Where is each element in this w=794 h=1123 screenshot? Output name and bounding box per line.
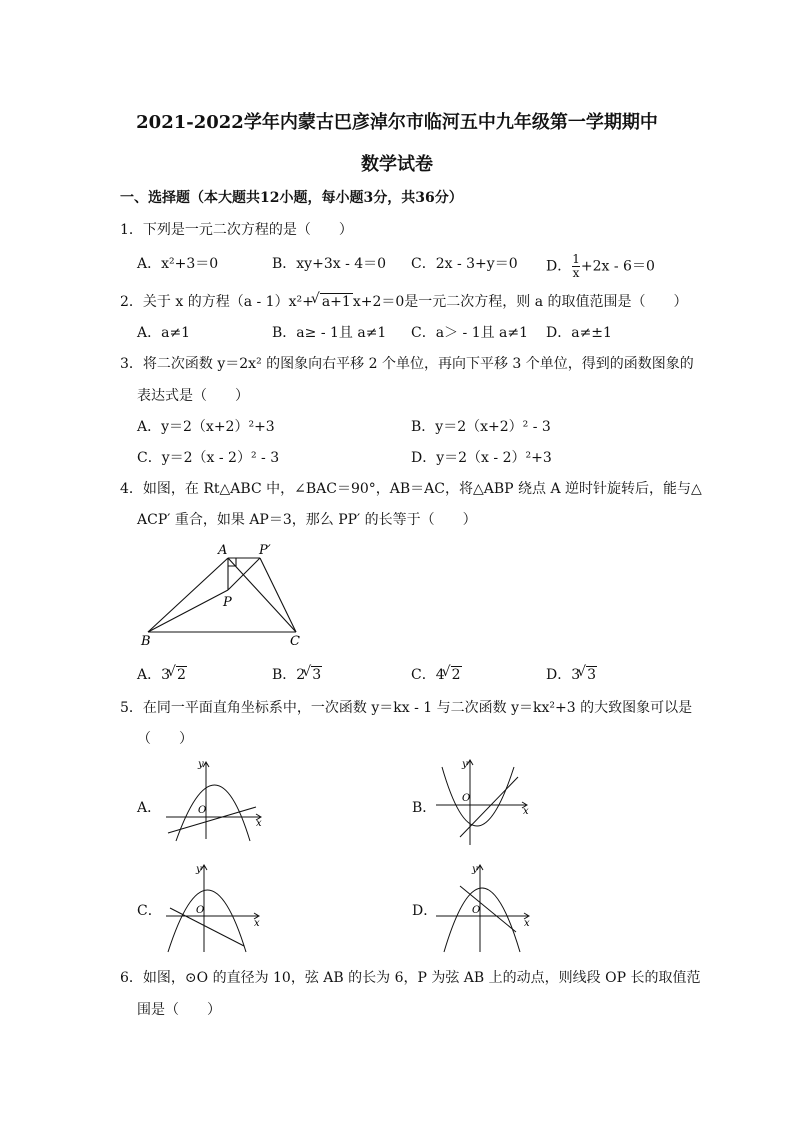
- sqrt-sign: √: [310, 291, 320, 307]
- origin-label: O: [462, 793, 471, 804]
- line-ac: [228, 558, 296, 632]
- line: [460, 777, 518, 837]
- label-c: C: [290, 634, 300, 649]
- option-d-prefix: D．: [546, 258, 572, 275]
- question-6-stem-line1: 6．如图，⊙O 的直径为 10，弦 AB 的长为 6，P 为弦 AB 上的动点，则线段 OP 长的取值范: [120, 970, 701, 986]
- sqrt-radicand: 3: [587, 667, 597, 683]
- sqrt-sign: √: [302, 664, 312, 680]
- graph-option-a: [160, 755, 270, 845]
- y-label: y: [198, 759, 204, 770]
- question-1-option-a: A．x²+3＝0: [137, 256, 219, 272]
- line-ppc: [260, 558, 296, 632]
- label-a: A: [218, 543, 228, 558]
- sqrt-expression: [302, 664, 322, 683]
- origin-label: O: [198, 805, 207, 816]
- option-b-coefficient: B．2: [272, 667, 306, 683]
- fraction-denominator: x: [572, 266, 580, 280]
- question-3-stem-line1: 3．将二次函数 y＝2x² 的图象向右平移 2 个单位，再向下平移 3 个单位，得到的函数图象的: [120, 356, 694, 372]
- sqrt-expression: [441, 664, 462, 683]
- stem-part-a: 2．关于 x 的方程（a - 1）x²+: [120, 294, 314, 310]
- section-header: 一、选择题（本大题共12小题，每小题3分，共36分）: [120, 190, 463, 206]
- question-1-option-d: [546, 253, 655, 280]
- parabola: [176, 785, 250, 841]
- stem-part-b: x+2＝0是一元二次方程，则 a 的取值范围是（ ）: [352, 294, 688, 310]
- sqrt-sign: √: [577, 664, 587, 680]
- question-5-stem-line1: 5．在同一平面直角坐标系中，一次函数 y＝kx - 1 与二次函数 y＝kx²+3 的大致图象可以是: [120, 700, 693, 716]
- parabola: [442, 767, 514, 826]
- line: [460, 886, 516, 932]
- question-4-option-a: [137, 664, 187, 684]
- question-2-stem: [120, 291, 688, 311]
- sqrt-radicand: 2: [177, 667, 186, 683]
- sqrt-radicand: 3: [312, 667, 322, 683]
- sqrt-expression: [167, 664, 187, 683]
- triangle-figure: [138, 540, 308, 650]
- x-label: x: [523, 806, 529, 817]
- question-2-option-b: B．a≥ - 1且 a≠1: [272, 325, 387, 341]
- x-label: x: [524, 918, 530, 929]
- y-label: y: [472, 864, 478, 875]
- parabola: [444, 888, 520, 952]
- parabola: [168, 890, 246, 952]
- question-2-option-d: D．a≠±1: [546, 325, 612, 341]
- label-p-prime: P′: [259, 543, 271, 558]
- label-p: P: [223, 595, 232, 610]
- line-bp: [148, 590, 228, 632]
- question-5-option-a: A．: [137, 800, 162, 816]
- graph-option-c: [160, 860, 270, 955]
- question-3-option-d: D．y＝2（x - 2）²+3: [411, 450, 552, 466]
- question-3-option-c: C．y＝2（x - 2）² - 3: [137, 450, 280, 466]
- question-1-option-c: C．2x - 3+y＝0: [411, 256, 518, 272]
- question-2-option-a: A．a≠1: [137, 325, 191, 341]
- question-5-option-c: C．: [137, 903, 162, 919]
- question-1-option-b: B．xy+3x - 4＝0: [272, 256, 387, 272]
- sqrt-radicand: a+1: [321, 294, 351, 310]
- question-3-stem-line2: 表达式是（ ）: [137, 388, 249, 404]
- fraction-numerator: 1: [572, 252, 580, 266]
- option-d-coefficient: D．3: [546, 667, 581, 683]
- question-3-option-b: B．y＝2（x+2）² - 3: [411, 419, 551, 435]
- origin-label: O: [196, 905, 205, 916]
- question-5-stem-line2: （ ）: [137, 731, 193, 747]
- line: [170, 908, 244, 946]
- graph-option-d: [430, 860, 540, 955]
- question-6-stem-line2: 围是（ ）: [137, 1002, 221, 1018]
- origin-label: O: [472, 905, 481, 916]
- question-4-option-c: [411, 664, 462, 684]
- question-2-option-c: C．a＞ - 1且 a≠1: [411, 325, 529, 341]
- question-5-option-b: B．: [412, 800, 437, 816]
- x-label: x: [256, 818, 262, 829]
- x-label: x: [254, 918, 260, 929]
- sqrt-expression: [310, 291, 353, 310]
- sqrt-expression: [577, 664, 597, 683]
- page-subtitle: 数学试卷: [361, 154, 433, 175]
- fraction: [572, 253, 580, 280]
- sqrt-sign: √: [441, 664, 451, 680]
- line-ab: [148, 558, 228, 632]
- question-4-stem-line1: 4．如图，在 Rt△ABC 中，∠BAC＝90°，AB＝AC，将△ABP 绕点 A 逆时针旋转后，能与△: [120, 481, 702, 497]
- page-title: 2021-2022学年内蒙古巴彦淖尔市临河五中九年级第一学期期中: [136, 112, 658, 133]
- option-d-suffix: +2x - 6＝0: [580, 258, 655, 275]
- graph-option-b: [430, 755, 540, 850]
- question-5-option-d: D．: [412, 903, 438, 919]
- y-label: y: [462, 759, 468, 770]
- sqrt-radicand: 2: [451, 667, 461, 683]
- question-4-option-b: [272, 664, 322, 684]
- option-c-coefficient: C．4: [411, 667, 445, 683]
- label-b: B: [141, 634, 151, 649]
- question-1-stem: 1．下列是一元二次方程的是（ ）: [120, 222, 353, 238]
- question-3-option-a: A．y＝2（x+2）²+3: [137, 419, 275, 435]
- y-label: y: [196, 864, 202, 875]
- question-4-option-d: [546, 664, 597, 684]
- sqrt-sign: √: [167, 664, 176, 680]
- option-a-coefficient: A．3: [137, 667, 171, 683]
- question-4-stem-line2: ACP′ 重合，如果 AP＝3，那么 PP′ 的长等于（ ）: [137, 512, 477, 528]
